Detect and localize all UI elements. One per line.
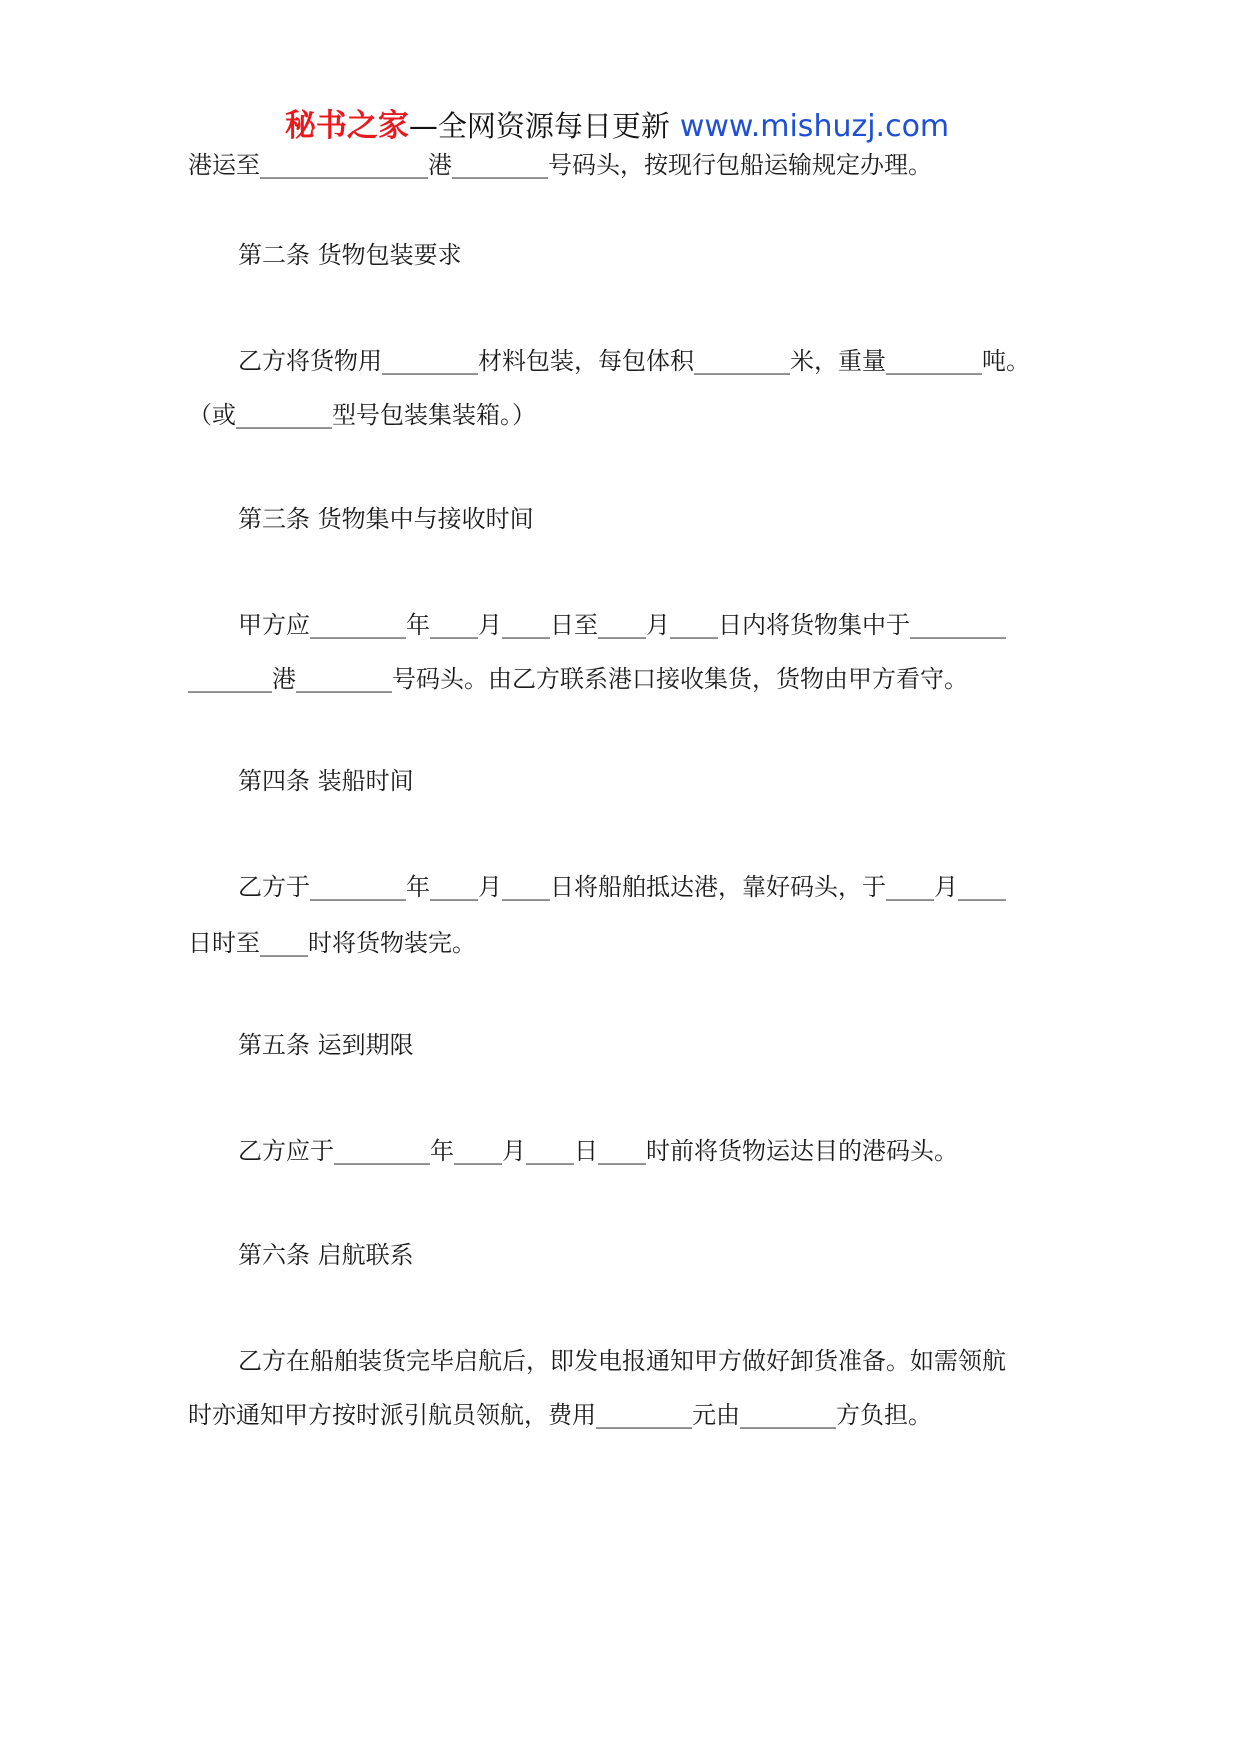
section-heading: 第六条 启航联系 [238, 1241, 414, 1269]
section-heading: 第四条 装船时间 [238, 767, 414, 795]
paragraph-line: （或________型号包装集装箱。） [188, 401, 536, 429]
website-link[interactable]: www.mishuzj.com [679, 109, 950, 144]
paragraph-line: 港运至______________港________号码头，按现行包船运输规定办理。 [188, 151, 932, 179]
section-heading: 第二条 货物包装要求 [238, 241, 462, 269]
section-heading: 第五条 运到期限 [238, 1031, 414, 1059]
section-heading: 第三条 货物集中与接收时间 [238, 505, 534, 533]
page-header [0, 100, 1234, 145]
paragraph-line: 乙方应于________年____月____日____时前将货物运达目的港码头。 [238, 1137, 958, 1165]
paragraph-line: _______港________号码头。由乙方联系港口接收集货，货物由甲方看守。 [188, 665, 968, 693]
brand-name: 秘书之家 [284, 108, 409, 144]
header-tagline: —全网资源每日更新 [408, 109, 670, 143]
paragraph-line: 乙方在船舶装货完毕启航后，即发电报通知甲方做好卸货准备。如需领航 [238, 1347, 1006, 1375]
paragraph-line: 乙方于________年____月____日将船舶抵达港，靠好码头，于____月____ [238, 873, 1006, 901]
paragraph-line: 日时至____时将货物装完。 [188, 929, 476, 957]
paragraph-line: 时亦通知甲方按时派引航员领航，费用________元由________方负担。 [188, 1401, 932, 1429]
paragraph-line: 乙方将货物用________材料包装，每包体积________米，重量________吨。 [238, 347, 1030, 375]
paragraph-line: 甲方应________年____月____日至____月____日内将货物集中于________ [238, 611, 1006, 639]
